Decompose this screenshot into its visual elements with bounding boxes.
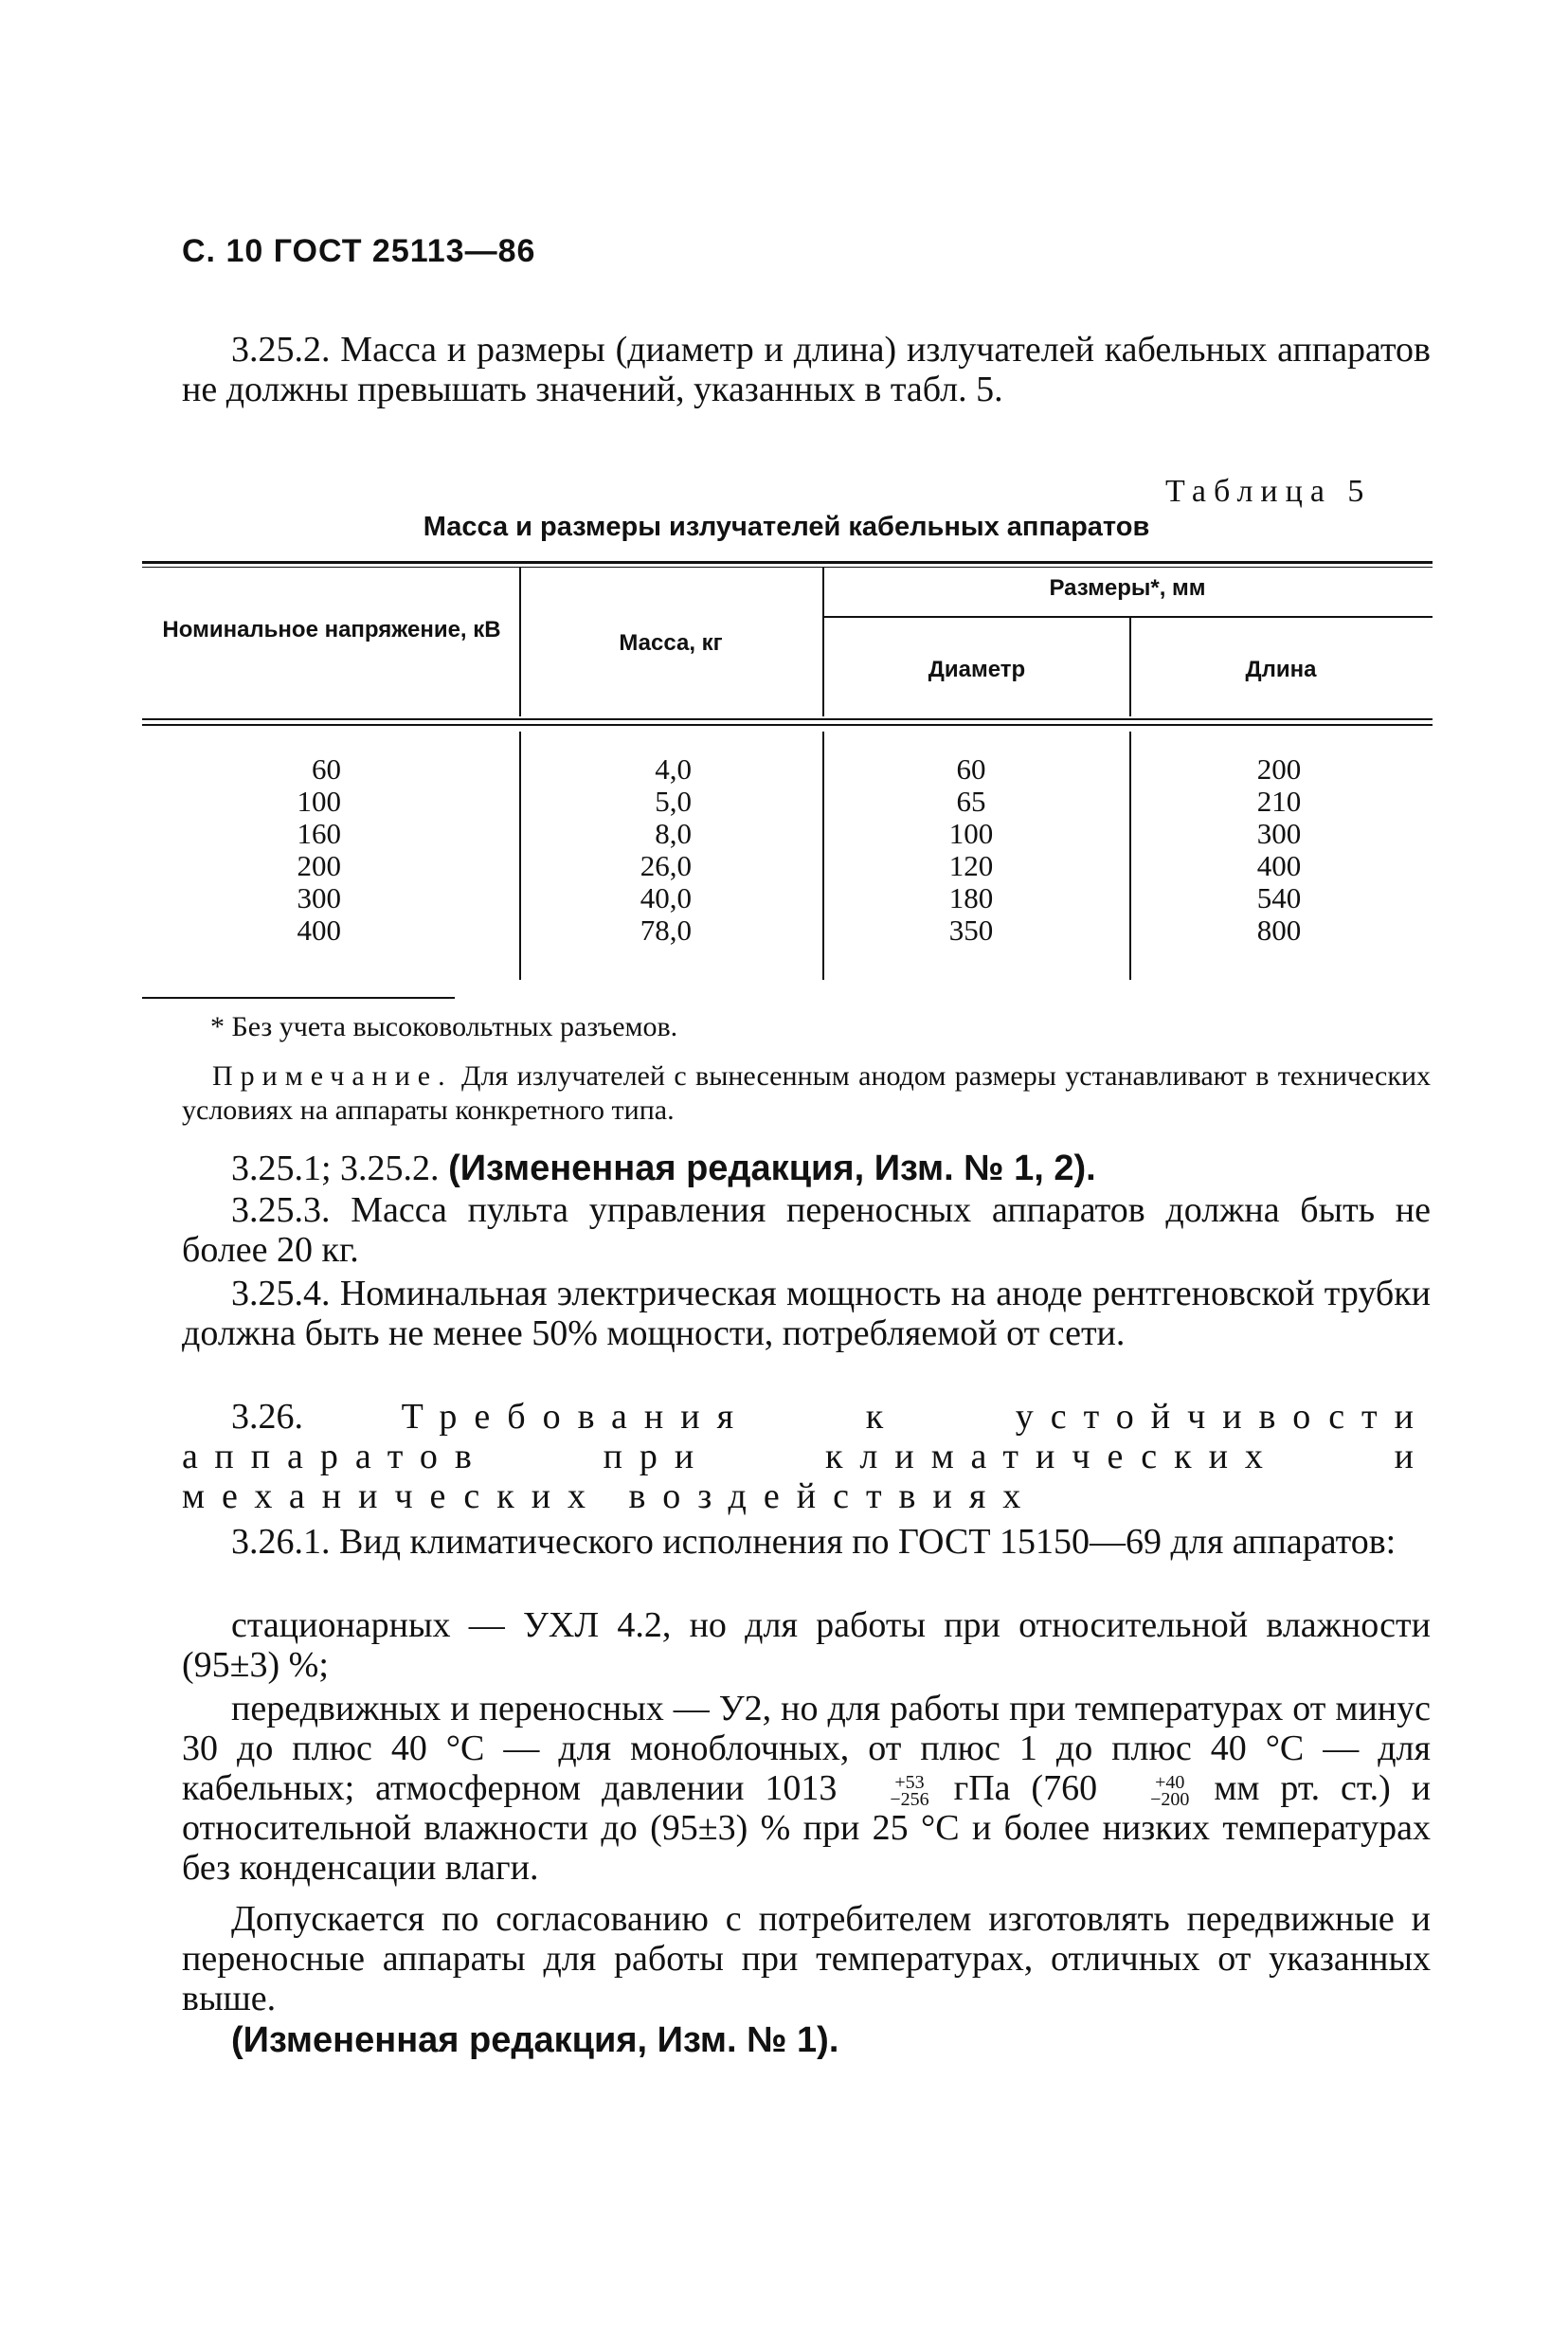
- section-3-26-number: 3.26.: [231, 1397, 303, 1437]
- footnote-rule: [142, 997, 455, 999]
- table-body-vline-2: [822, 732, 824, 980]
- paragraph-stationary: стационарных — УХЛ 4.2, но для работы при относительной влажности (95±3) %;: [182, 1605, 1431, 1685]
- table-label: Таблица 5: [1165, 474, 1372, 509]
- paragraph-allowed: Допускается по согласованию с потребителем изготовлять передвижные и переносные аппараты для работы при температурах, отличных от указанных выше.: [182, 1899, 1431, 2018]
- table-top-rule-thin: [142, 567, 1433, 568]
- paragraph-3-25-3: 3.25.3. Масса пульта управления переносных аппаратов должна быть не более 20 кг.: [182, 1190, 1431, 1270]
- note-label: Примечание.: [212, 1060, 453, 1092]
- cell-mass: 8,0: [655, 817, 692, 850]
- cell-length: 300: [1256, 817, 1302, 850]
- column-length: [1222, 753, 1336, 947]
- cell-voltage: 60: [312, 752, 341, 786]
- cell-length: 210: [1256, 785, 1302, 818]
- table-header-rule: [142, 718, 1433, 720]
- amendment-1: [182, 1149, 1431, 1188]
- cell-diameter: 180: [948, 881, 994, 914]
- paragraph-3-26-1: 3.26.1. Вид климатического исполнения по ГОСТ 15150—69 для аппаратов:: [231, 1522, 1397, 1562]
- pressure-tolerance-1: [840, 1772, 929, 1811]
- amendment-1-prefix: 3.25.1; 3.25.2.: [231, 1149, 440, 1188]
- column-voltage: [246, 753, 341, 947]
- cell-mass: 78,0: [640, 914, 692, 947]
- table-top-rule: [142, 561, 1433, 564]
- column-diameter: [910, 753, 1033, 947]
- cell-diameter: 100: [948, 817, 994, 850]
- table-footnote: * Без учета высоковольтных разъемов.: [210, 1011, 678, 1042]
- cell-length: 400: [1256, 849, 1302, 882]
- column-mass: [606, 753, 692, 947]
- header-diameter: Диаметр: [928, 657, 1026, 682]
- cell-length: 540: [1256, 881, 1302, 914]
- note-text: Для излучателей с вынесенным анодом размеры устанавливают в технических условиях на аппараты конкретного типа.: [182, 1060, 1431, 1126]
- mobile-text-1: передвижных и переносных — У2, но для работы при температурах от минус 30 до плюс 40 °С — для моноблочных, от плюс 1 до плюс 40 °С — для кабельных; атмосферном давлении 1013: [182, 1689, 1431, 1808]
- cell-voltage: 160: [297, 817, 341, 850]
- header-sizes: Размеры*, мм: [1049, 575, 1206, 601]
- table-body-vline-1: [519, 732, 521, 980]
- table-header-rule-2: [142, 724, 1433, 726]
- section-3-26-title: Требования к устойчивости аппаратов при климатических и механических воздействиях: [182, 1397, 1431, 1516]
- pressure-tolerance-2: [1101, 1772, 1190, 1811]
- cell-length: 200: [1256, 752, 1302, 786]
- paragraph-3-26: [182, 1397, 1431, 1516]
- cell-mass: 40,0: [640, 881, 692, 914]
- cell-diameter: 60: [956, 752, 986, 786]
- cell-mass: 26,0: [640, 849, 692, 882]
- mobile-text-3: мм рт. ст.) и относительной влажности до (95±3) % при 25 °С и более низких температурах без конденсации влаги.: [182, 1768, 1432, 1889]
- table-vline-2: [822, 567, 824, 716]
- cell-voltage: 300: [297, 881, 341, 914]
- amendment-2: (Измененная редакция, Изм. № 1).: [231, 2020, 839, 2060]
- cell-mass: 4,0: [655, 752, 692, 786]
- page-header: С. 10 ГОСТ 25113—86: [182, 233, 536, 269]
- cell-voltage: 200: [297, 849, 341, 882]
- table-vline-1: [519, 567, 521, 716]
- cell-diameter: 65: [956, 785, 986, 818]
- pressure-up-2: +40: [1155, 1772, 1185, 1794]
- cell-diameter: 120: [948, 849, 994, 882]
- paragraph-mobile: [182, 1689, 1431, 1888]
- cell-mass: 5,0: [655, 785, 692, 818]
- header-voltage: Номинальное напряжение, кВ: [162, 617, 501, 642]
- pressure-down-1: −256: [890, 1789, 929, 1811]
- paragraph-3-25-2: 3.25.2. Масса и размеры (диаметр и длина) излучателей кабельных аппаратов не должны превышать значений, указанных в табл. 5.: [182, 330, 1431, 409]
- cell-diameter: 350: [948, 914, 994, 947]
- cell-length: 800: [1256, 914, 1302, 947]
- table-body-vline-3: [1129, 732, 1131, 980]
- cell-voltage: 400: [297, 914, 341, 947]
- table-vline-3: [1129, 618, 1131, 716]
- table-sizes-rule: [824, 616, 1433, 618]
- table-title: Масса и размеры излучателей кабельных аппаратов: [423, 512, 1150, 542]
- cell-voltage: 100: [297, 785, 341, 818]
- header-length: Длина: [1245, 657, 1317, 682]
- table-note: [182, 1059, 1431, 1128]
- amendment-1-text: (Измененная редакция, Изм. № 1, 2).: [448, 1149, 1096, 1188]
- pressure-down-2: −200: [1150, 1789, 1190, 1811]
- paragraph-3-25-4: 3.25.4. Номинальная электрическая мощность на аноде рентгеновской трубки должна быть не менее 50% мощности, потребляемой от сети.: [182, 1274, 1431, 1353]
- header-mass: Масса, кг: [619, 630, 723, 656]
- mobile-text-2: гПа (760: [953, 1768, 1098, 1808]
- pressure-up-1: +53: [894, 1772, 925, 1794]
